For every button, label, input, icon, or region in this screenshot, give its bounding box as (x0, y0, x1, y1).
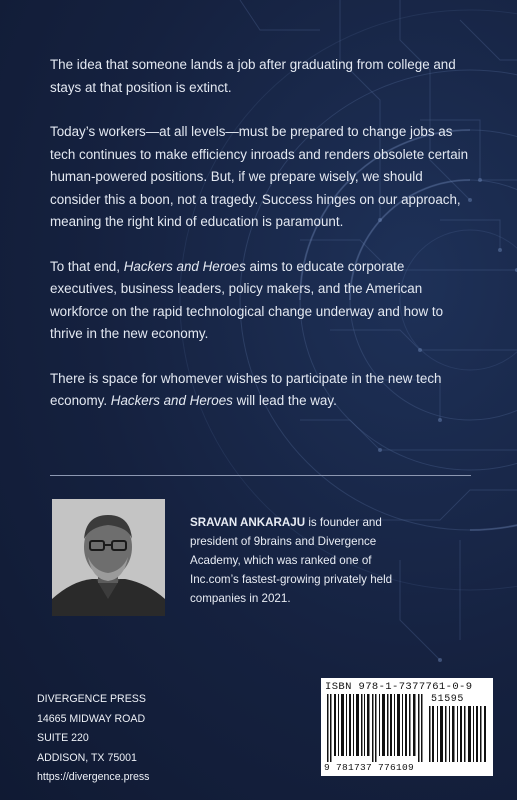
publisher-info (37, 690, 207, 788)
author-bio (190, 513, 395, 608)
barcode-bars (327, 694, 425, 762)
author-bio-text: is founder and president of 9brains and Divergence Academy, which was ranked one of Inc.com’s fastest-growing privately held companies in 2021. (190, 516, 393, 605)
publisher-url: https://divergence.press (37, 771, 150, 783)
blurb-text: To that end, (50, 258, 124, 274)
ean-number: 9 781737 776109 (324, 762, 415, 773)
publisher-city: ADDISON, TX 75001 (37, 751, 137, 764)
book-title: Hackers and Heroes (110, 393, 233, 408)
publisher-name: DIVERGENCE PRESS (37, 693, 146, 705)
publisher-street: 14665 MIDWAY ROAD (37, 712, 146, 725)
barcode-addon-number: 51595 (431, 694, 465, 705)
publisher-suite: SUITE 220 (37, 732, 89, 744)
author-portrait-graphic (52, 499, 165, 616)
section-divider (50, 475, 471, 476)
back-cover-blurb (50, 54, 470, 435)
blurb-text: aims to educate corporate executives, business leaders, policy makers, and the American workforce on the rapid technological change underway and how to thrive in the new economy. (50, 258, 444, 341)
blurb-paragraph-2: Today’s workers—at all levels—must be prepared to change jobs as tech continues to make efficiency inroads and renders obsolete certain human-powered positions. But, if we prepare wisely, we should consider this a boon, not a tragedy. Success hinges on our approach, meaning the right kind of education is paramount. (50, 124, 469, 229)
barcode-addon-bars (429, 706, 487, 762)
book-title: Hackers and Heroes (123, 258, 246, 274)
blurb-paragraph-1: The idea that someone lands a job after graduating from college and stays at that position is extinct. (50, 57, 456, 95)
author-photo (52, 499, 165, 616)
author-name: SRAVAN ANKARAJU (190, 516, 306, 529)
blurb-text: There is space for whomever wishes to participate in the new tech economy. (50, 370, 442, 408)
isbn-barcode (321, 678, 493, 776)
blurb-text: will lead the way. (232, 393, 337, 408)
blurb-paragraph-4 (50, 368, 470, 413)
isbn-number: ISBN 978-1-7377761-0-9 (325, 681, 473, 693)
blurb-paragraph-3 (50, 256, 470, 346)
